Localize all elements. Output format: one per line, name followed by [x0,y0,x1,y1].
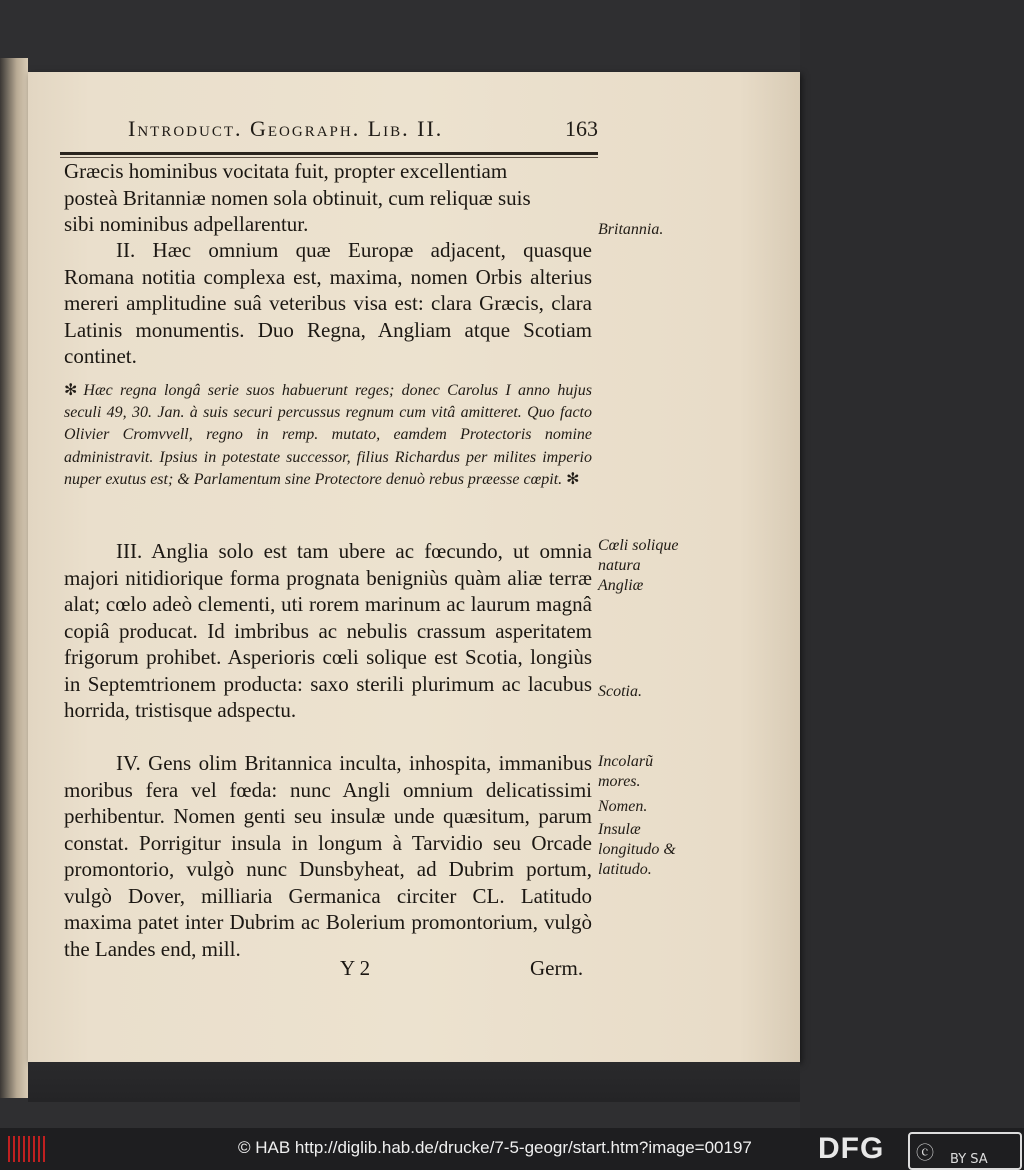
page-shadow [28,1062,800,1102]
footnote-text: Hæc regna longâ serie suos habuerunt reges; donec Carolus I anno hujus seculi 49, 30. Jan. à suis securi percussus regnum cum vitâ amitteret. Quo facto Olivier Cromvvell, regno in remp. mutato, eamdem Protectoris nomine administravit. Ipsius in potestate successor, filius Richardus per milites imperio nuper exutus est; & Parlamentum sine Protectore denuò rebus præesse cœpit. [64,382,592,488]
dfg-logo: DFG [818,1132,885,1165]
cc-label: BY SA [950,1152,988,1167]
text-line: Græcis hominibus vocitata fuit, propter excellentiam [64,159,508,183]
margin-note-britannia: Britannia. [598,221,664,238]
paragraph-text: III. Anglia solo est tam ubere ac fœcundo, ut omnia majori nitidiorique forma prognata benigniùs quàm aliæ terræ alat; cœlo adeò clementi, uti rorem marinum ac laurum magnâ copiâ producat. Id imbribus ac nebulis crassum asperitatem frigorum prohibet. Asperioris cœli solique est Scotia, longiùs in Septemtrionem producta: saxo sterili plurimum ac lacubus horrida, tristisque adspectu. [64,539,592,722]
paragraph-3 [64,538,592,724]
margin-note-nomen: Nomen. [598,798,648,815]
running-head [128,116,598,150]
running-title: Introduct. Geograph. Lib. II. [128,116,444,141]
footnote-block [64,380,592,491]
viewer-footer [0,1128,1024,1170]
facing-page-edge [0,58,28,1098]
signature-mark: Y 2 [340,956,371,980]
source-url[interactable]: © HAB http://diglib.hab.de/drucke/7-5-geogr/start.htm?image=00197 [238,1138,752,1157]
header-rule [60,152,598,155]
text-line: postеà Britanniæ nomen sola obtinuit, cum reliquæ suis [64,185,531,210]
paragraph-text: IV. Gens olim Britannica inculta, inhospita, immanibus moribus fera vel fœda: nunc Angli omnium delicatissimi perhibentur. Nomen genti seu insulæ unde quæsitum, parum constat. Porrigitur insula in longum à Tarvidio seu Orcade promontorio, vulgò nunc Dunsbyheat, ad Dubrim portum, vulgò Dover, milliaria Germanica circiter CL. Latitudo maxima patet inter Dubrim ac Bolerium promontorium, vulgò the Landes end, mill. [64,751,592,961]
barcode-icon [8,1136,48,1162]
page-number: 163 [565,116,598,141]
margin-note-incolae: Incolarũ mores. [598,753,654,790]
scan-margin-right [800,0,1024,1128]
opening-lines [64,158,592,238]
catchword: Germ. [530,956,584,980]
asterism-icon: ✻ [64,382,78,399]
cc-license-icon[interactable] [908,1132,1022,1170]
paragraph-4 [64,750,592,962]
asterism-icon: ✻ [566,470,580,488]
paragraph-text: II. Hæc omnium quæ Europæ adjacent, quasque Romana notitia complexa est, maxima, nomen Orbis alterius mereri amplitudine suâ veteribus visa est: clara Græcis, clara Latinis monumentis. Duo Regna, Angliam atque Scotiam continet. [64,238,592,368]
margin-note-coeli: Cœli solique natura Angliæ [598,537,679,594]
text-line: sibi nominibus adpellarentur. [64,212,309,236]
margin-note-scotia: Scotia. [598,683,642,700]
margin-note-insulae: Insulæ longitudo & latitudo. [598,821,676,878]
paragraph-2 [64,237,592,370]
cc-symbol-icon: ⓒ [916,1143,934,1164]
